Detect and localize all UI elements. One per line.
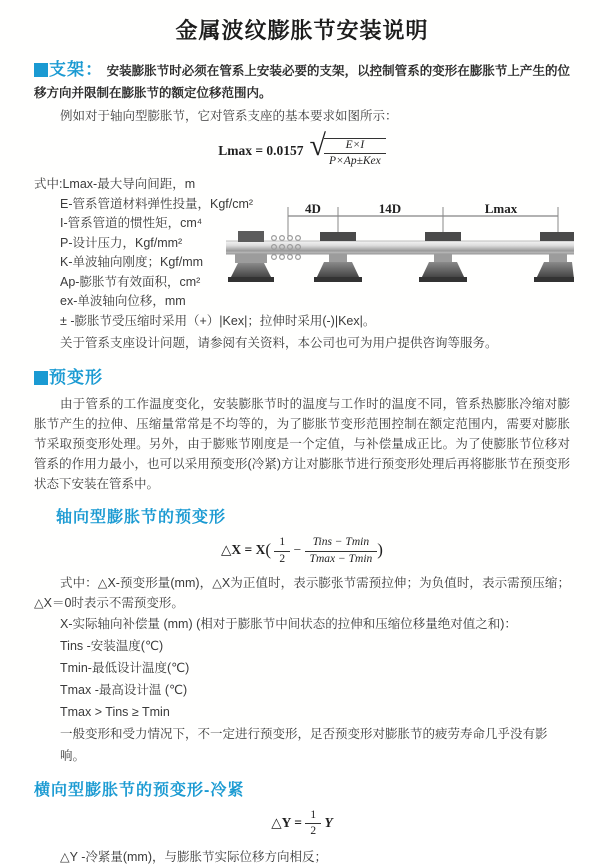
support-example-line: 例如对于轴向型膨胀节，它对管系支座的基本要求如图所示： [60,109,398,123]
definition-line: ex-单波轴向位移，mm [60,294,186,309]
dim-label-4d: 4D [305,201,321,217]
definition-line: ± -膨胀节受压缩时采用（+）|Kex|；拉伸时采用(-)|Kex|。 [60,313,376,328]
axial-item: Tins -安装温度(℃) [60,638,164,653]
axial-item: Tmax -最高设计温 (℃) [60,682,188,697]
support-section-heading: 支架： [49,60,104,79]
definition-line: 式中:Lmax-最大导向间距，m [34,177,196,192]
lateral-subheading: 横向型膨胀节的预变形-冷紧 [34,781,245,799]
definition-line: I-管系管道的惯性矩，cm⁴ [60,216,203,231]
support-intro-text: 安装膨胀节时必须在管系上安装必要的支架，以控制管系的变形在膨胀节上产生的位移方向并限制在膨胀节的额定位移范围内。 [34,64,570,100]
definitions-block [34,175,570,331]
axial-item: Tmin-最低设计温度(℃) [60,660,190,675]
predeform-section-heading-row [34,367,570,390]
page-title: 金属波纹膨胀节安装说明 [175,18,429,43]
axial-explain: 式中：△X-预变形量(mm)，△X为正值时，表示膨张节需预拉伸；为负值时，表示需预压缩；△X＝0时表示不需预变形。 [34,575,570,610]
anchor-support [228,231,274,282]
formula-lmax-lhs: Lmax = 0.0157 [218,142,304,158]
definition-line: P-设计压力，Kgf/mm² [60,235,183,250]
definition-line: Ap-膨胀节有效面积，cm² [60,274,201,289]
section-bullet-icon [34,371,48,385]
dim-label-14d: 14D [378,201,402,217]
sqrt-radical [309,129,386,168]
axial-item: Tmax > Tins ≥ Tmin [60,704,170,719]
pipe-support-diagram [226,201,574,297]
open-paren: ( [265,540,272,560]
definition-line: E-管系管道材料弹性投量，Kgf/cm² [60,196,254,211]
half-fraction: $\frac{1}{2}$ [274,536,290,565]
predeform-paragraph: 由于管系的工作温度变化，安装膨胀节时的温度与工作时的温度不同，管系热膨胀冷缩对膨胀节产生的拉伸、压缩量常常是不均等的，为了膨胀节变形范围控制在额定范围内，需要对膨胀节采取预变形处理。另外，由于膨账节刚度是一个定值，与补偿量成正比。为了使膨胀节位移对管系的作用力最小，也可以采用预变形(冷紧)方让对膨胀节进行预变形处理后再将膨胀节在预变形状态下安装在管系中。 [34,397,570,492]
guide-support [419,232,467,282]
axial-item: 一般变形和受力情况下，不一定进行预变形，足否预变形对膨胀节的疲劳寿命几乎没有影响。 [60,726,548,763]
lateral-explain: △Y -冷紧量(mm)，与膨胀节实际位移方向相反； [60,850,328,865]
axial-item: X-实际轴向补偿量 (mm) (相对于膨胀节中间状态的拉伸和压缩位移量绝对值之和)： [60,616,517,631]
radical-sign-icon: √ [309,129,327,162]
axial-items [34,613,570,767]
formula-dy-lhs: △Y = [271,814,302,830]
close-paren: ) [377,540,383,560]
half-fraction: $\frac{1}{2}$ [305,809,321,838]
definition-line: K-单波轴向刚度；Kgf/mm [60,255,204,270]
predeform-section-heading: 预变形 [49,368,103,388]
support-note-line: 关于管系支座设计问题，请参阅有关资料，本公司也可为用户提供咨询等服务。 [60,336,498,351]
guide-support [534,232,574,282]
section-bullet-icon [34,63,48,77]
formula-lmax-fraction: $\frac{E\times I}{\text{P×Ap±Kex}}$ [324,138,386,168]
temperature-fraction: $\frac{\text{Tins − Tmin}}{Tmax - Tmin}$ [305,536,378,565]
formula-dx-lhs: △X = X [221,542,266,558]
axial-subheading: 轴向型膨胀节的预变形 [56,509,227,527]
minus-sign: − [293,542,302,558]
support-section [34,59,570,104]
formula-delta-y [34,809,570,838]
formula-lmax [34,129,570,168]
dim-label-lmax: Lmax [484,201,518,217]
pipe [226,241,574,254]
formula-dy-rhs: Y [324,814,333,830]
guide-support [314,232,362,282]
formula-delta-x [34,536,570,565]
